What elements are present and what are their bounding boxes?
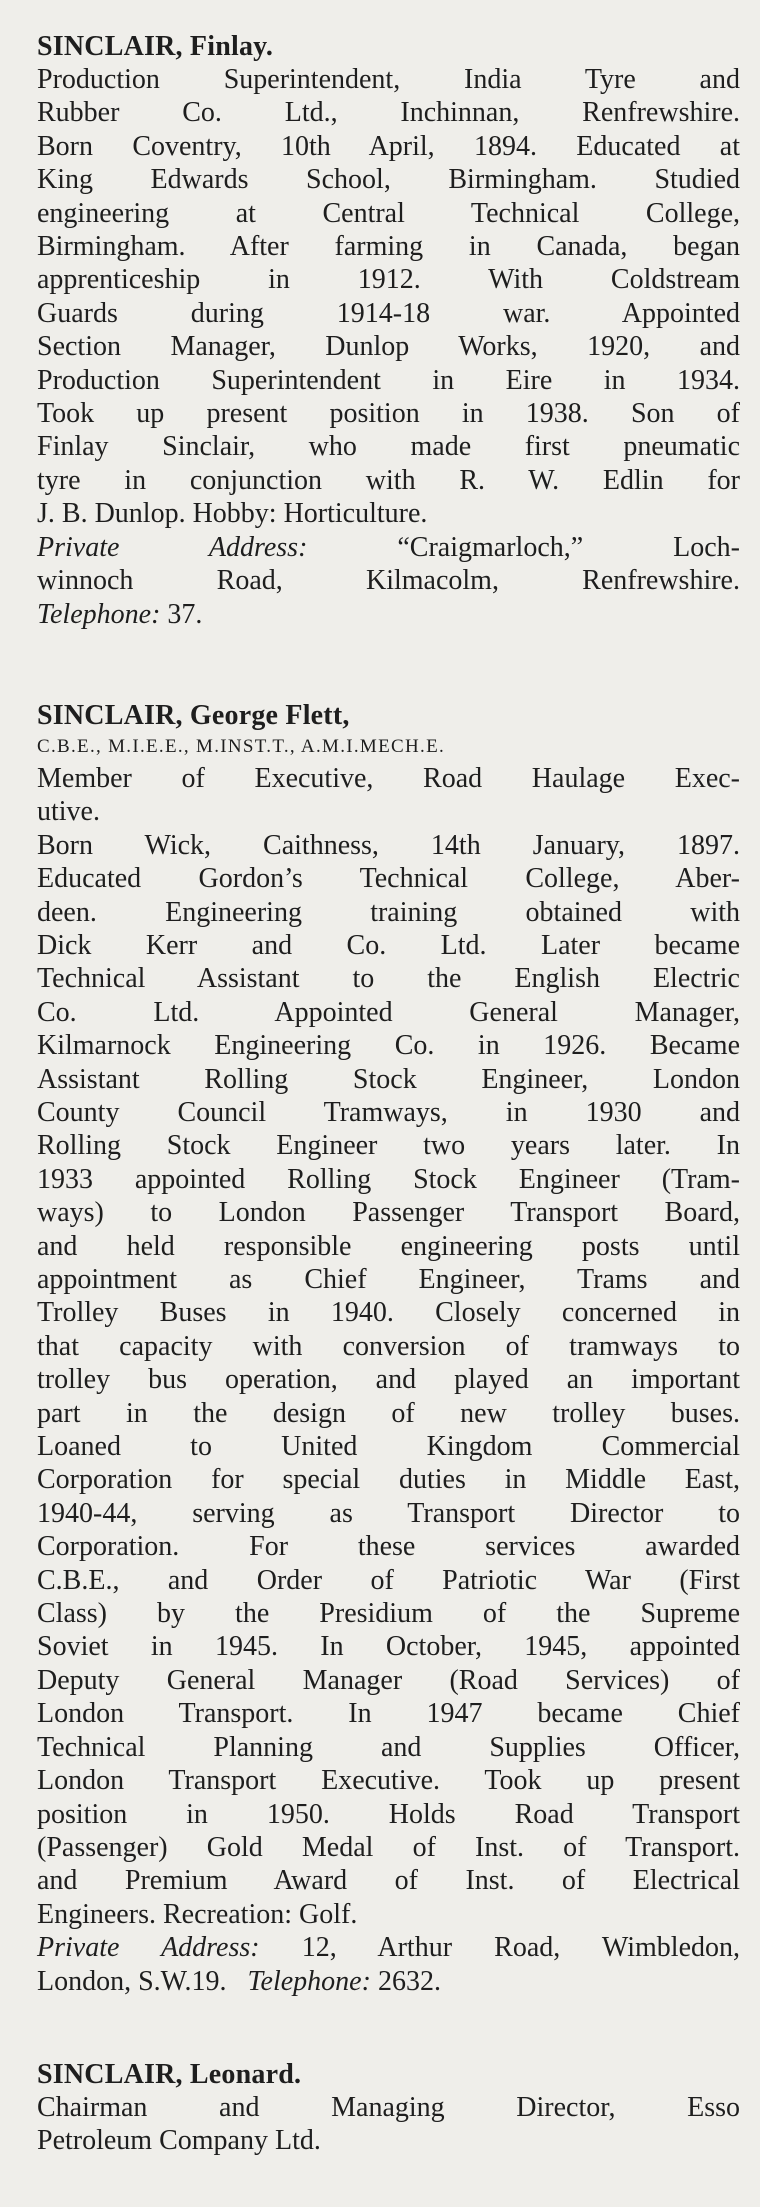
- entry-body: [37, 63, 740, 631]
- body-line: Born Coventry, 10th April, 1894. Educated at: [37, 130, 740, 162]
- telephone-number: 37.: [167, 598, 203, 630]
- address-line: [37, 1931, 740, 1964]
- address-text: London, S.W.19.: [37, 1965, 227, 1997]
- address-text: 12, Arthur Road, Wimbledon,: [301, 1932, 741, 1964]
- body-line: Class) by the Presidium of the Supreme: [37, 1598, 740, 1630]
- body-line: appointment as Chief Engineer, Trams and: [37, 1264, 740, 1295]
- body-line: Corporation. For these services awarded: [37, 1531, 740, 1563]
- body-line: Production Superintendent, India Tyre and: [37, 64, 740, 95]
- body-line: Production Superintendent in Eire in 1934.: [37, 364, 740, 396]
- telephone-label: Telephone:: [247, 1965, 371, 1997]
- body-line: J. B. Dunlop. Hobby: Horticulture.: [37, 498, 428, 530]
- body-line: Kilmarnock Engineering Co. in 1926. Became: [37, 1030, 740, 1062]
- address-text: “Craigmarloch,” Loch-: [397, 531, 741, 563]
- address-label: Private Address:: [37, 1932, 260, 1964]
- body-line: 1933 appointed Rolling Stock Engineer (Tram-: [37, 1163, 740, 1195]
- address-line: [37, 531, 740, 564]
- body-line: trolley bus operation, and played an important: [37, 1364, 740, 1396]
- entry-name: SINCLAIR, George Flett,: [37, 699, 350, 731]
- body-line: Dick Kerr and Co. Ltd. Later became: [37, 929, 740, 961]
- entry-george-flett-sinclair: [37, 699, 740, 1998]
- body-line: Soviet in 1945. In October, 1945, appointed: [37, 1631, 740, 1663]
- body-line: Rubber Co. Ltd., Inchinnan, Renfrewshire.: [37, 97, 740, 129]
- body-line: engineering at Central Technical College,: [37, 197, 740, 229]
- body-line: and Premium Award of Inst. of Electrical: [37, 1865, 740, 1897]
- address-telephone-line: [37, 1965, 740, 1998]
- body-line: Section Manager, Dunlop Works, 1920, and: [37, 331, 740, 363]
- entry-name: SINCLAIR, Finlay.: [37, 31, 274, 62]
- body-line: Took up present position in 1938. Son of: [37, 398, 740, 430]
- body-line: apprenticeship in 1912. With Coldstream: [37, 264, 740, 296]
- entry-finlay-sinclair: [37, 30, 740, 631]
- body-line: deen. Engineering training obtained with: [37, 896, 740, 928]
- body-line: Loaned to United Kingdom Commercial: [37, 1431, 740, 1463]
- body-line: and held responsible engineering posts until: [37, 1230, 740, 1262]
- body-line: King Edwards School, Birmingham. Studied: [37, 164, 740, 196]
- address-label: Private Address:: [37, 531, 308, 563]
- body-line: (Passenger) Gold Medal of Inst. of Transport.: [37, 1831, 740, 1863]
- telephone-label: Telephone:: [37, 598, 161, 630]
- body-line: Chairman and Managing Director, Esso: [37, 2091, 740, 2123]
- body-line: Co. Ltd. Appointed General Manager,: [37, 996, 740, 1028]
- body-line: utive.: [37, 796, 100, 828]
- entry-name: SINCLAIR, Leonard.: [37, 2058, 302, 2090]
- body-line: position in 1950. Holds Road Transport: [37, 1798, 740, 1830]
- body-line: Rolling Stock Engineer two years later. In: [37, 1130, 740, 1162]
- body-line: Engineers. Recreation: Golf.: [37, 1898, 358, 1930]
- body-line: Finlay Sinclair, who made first pneumatic: [37, 431, 740, 463]
- body-line: County Council Tramways, in 1930 and: [37, 1096, 740, 1128]
- body-line: C.B.E., and Order of Patriotic War (First: [37, 1564, 740, 1596]
- entry-body: [37, 2091, 740, 2158]
- body-line: ways) to London Passenger Transport Board,: [37, 1197, 740, 1229]
- body-line: London Transport. In 1947 became Chief: [37, 1698, 740, 1730]
- body-line: Guards during 1914-18 war. Appointed: [37, 297, 740, 329]
- body-line: 1940-44, serving as Transport Director to: [37, 1497, 740, 1529]
- body-line: that capacity with conversion of tramways to: [37, 1330, 740, 1362]
- body-line: Trolley Buses in 1940. Closely concerned in: [37, 1297, 740, 1329]
- body-line: Assistant Rolling Stock Engineer, London: [37, 1063, 740, 1095]
- telephone-line: [37, 598, 740, 631]
- body-line: Birmingham. After farming in Canada, began: [37, 231, 740, 263]
- body-line: Educated Gordon’s Technical College, Aber-: [37, 863, 740, 895]
- body-line: Born Wick, Caithness, 14th January, 1897.: [37, 829, 740, 861]
- body-line: Technical Assistant to the English Electric: [37, 963, 740, 995]
- body-line: tyre in conjunction with R. W. Edlin for: [37, 464, 740, 496]
- body-line: Member of Executive, Road Haulage Exec-: [37, 762, 740, 794]
- entry-body: [37, 762, 740, 1998]
- entry-qualifications: C.B.E., M.I.E.E., M.INST.T., A.M.I.MECH.E.: [37, 735, 446, 757]
- address-line: winnoch Road, Kilmacolm, Renfrewshire.: [37, 565, 740, 597]
- body-line: part in the design of new trolley buses.: [37, 1397, 740, 1429]
- body-line: Petroleum Company Ltd.: [37, 2125, 321, 2157]
- body-line: Technical Planning and Supplies Officer,: [37, 1731, 740, 1763]
- body-line: Corporation for special duties in Middle East,: [37, 1464, 740, 1496]
- body-line: Deputy General Manager (Road Services) of: [37, 1664, 740, 1696]
- body-line: London Transport Executive. Took up present: [37, 1765, 740, 1797]
- entry-leonard-sinclair: [37, 2058, 740, 2158]
- telephone-number: 2632.: [377, 1965, 441, 1997]
